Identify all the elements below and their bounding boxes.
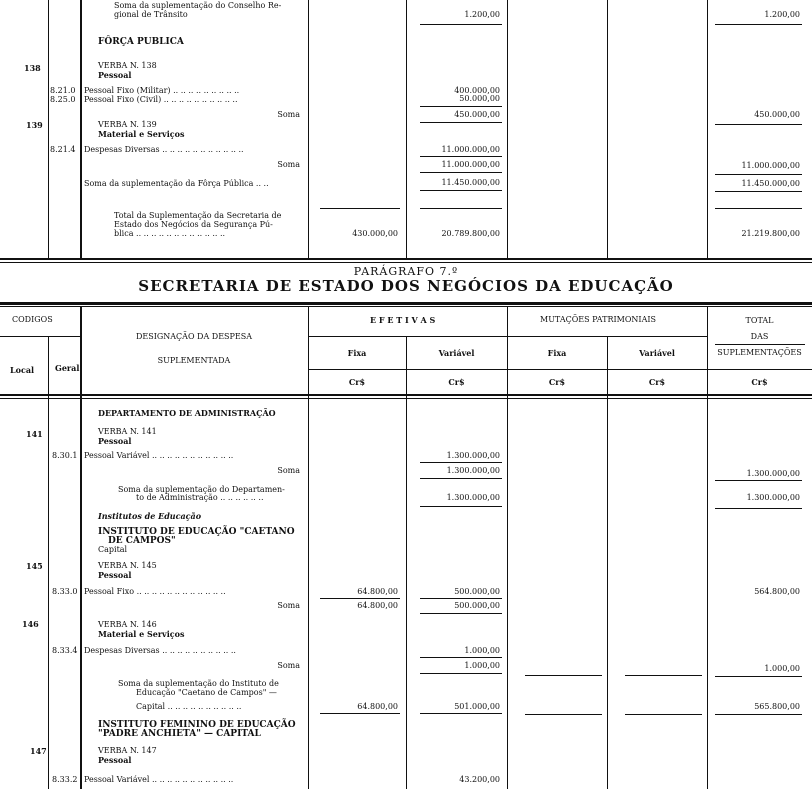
- capital-label: Capital: [98, 545, 128, 554]
- verba-139: VERBA N. 139: [98, 120, 157, 129]
- instituto-feminino-line1: INSTITUTO FEMININO DE EDUCAÇÃO: [98, 720, 296, 730]
- local-147: 147: [30, 746, 47, 756]
- total-seguranca-line2: Estado dos Negócios da Segurança Pú-: [114, 220, 273, 229]
- soma-141: 1.300.000,00: [446, 466, 500, 475]
- soma-label-139: Soma: [277, 160, 300, 169]
- code-8330: 8.33.0: [52, 587, 78, 596]
- local-141: 141: [26, 429, 43, 439]
- forca-publica-heading: FÔRÇA PUBLICA: [98, 37, 184, 47]
- pessoal-militar: Pessoal Fixo (Militar) .. .. .. .. .. .. .. .. ..: [84, 86, 240, 95]
- civil-value: 50.000,00: [459, 94, 500, 103]
- pessoal-variavel-147: Pessoal Variável .. .. .. .. .. .. .. .. .. .. ..: [84, 775, 234, 784]
- soma-139-total: 11.000.000,00: [741, 161, 800, 170]
- total-seguranca-fixa: 430.000,00: [352, 229, 398, 238]
- soma-146: 1.000,00: [464, 661, 500, 670]
- soma-145-fixa: 64.800,00: [357, 601, 398, 610]
- despesas-diversas-139: Despesas Diversas .. .. .. .. .. .. .. .. .. .. ..: [84, 145, 244, 154]
- header-geral: Geral: [55, 363, 80, 373]
- soma-139: 11.000.000,00: [441, 160, 500, 169]
- verba-141-pessoal: Pessoal: [98, 436, 132, 446]
- verba-147-pessoal: Pessoal: [98, 755, 132, 765]
- total-seguranca-line1: Total da Suplementação da Secretaria de: [114, 211, 282, 220]
- militar-value: 400.000,00: [454, 86, 500, 95]
- institutos-heading: Institutos de Educação: [98, 511, 202, 521]
- soma-141-total: 1.300.000,00: [746, 469, 800, 478]
- soma-label-146: Soma: [277, 661, 300, 670]
- despesas-diversas-146: Despesas Diversas .. .. .. .. .. .. .. .. .. ..: [84, 646, 236, 655]
- soma-forca-publica: Soma da suplementação da Fôrça Pública .. ..: [84, 179, 269, 188]
- soma-depto-line2: to de Administração .. .. .. .. .. ..: [136, 493, 264, 502]
- code-8332: 8.33.2: [52, 775, 78, 784]
- verba-146-material: Material e Serviços: [98, 629, 185, 639]
- instituto-caetano-line1: INSTITUTO DE EDUCAÇÃO "CAETANO: [98, 527, 295, 537]
- verba-138: VERBA N. 138: [98, 61, 157, 70]
- soma-instituto-total: 565.800,00: [754, 702, 800, 711]
- total-seguranca-line3: blica .. .. .. .. .. .. .. .. .. .. .. ..: [114, 229, 226, 238]
- header-total-3: SUPLEMENTAÇÕES: [717, 348, 802, 357]
- soma-depto-total: 1.300.000,00: [746, 493, 800, 502]
- local-145: 145: [26, 561, 43, 571]
- soma-conselho-total: 1.200,00: [764, 10, 800, 19]
- header-variavel: Variável: [438, 348, 475, 358]
- code-8210: 8.21.0: [50, 86, 76, 95]
- soma-145-variavel: 500.000,00: [454, 601, 500, 610]
- currency-fixa: Cr$: [348, 377, 366, 387]
- soma-instituto-line1: Soma da suplementação do Instituto de: [118, 679, 279, 688]
- soma-forca-total: 11.450.000,00: [741, 179, 800, 188]
- soma-138: 450.000,00: [454, 110, 500, 119]
- pv-141-value: 1.300.000,00: [446, 451, 500, 460]
- header-codigos: CODIGOS: [12, 315, 53, 324]
- header-local: Local: [10, 365, 35, 375]
- verba-141: VERBA N. 141: [98, 427, 157, 436]
- instituto-caetano-line2: DE CAMPOS": [108, 536, 176, 546]
- local-139: 139: [26, 120, 43, 130]
- currency-fixa-mutacoes: Cr$: [548, 377, 566, 387]
- soma-depto-line1: Soma da suplementação do Departamen-: [118, 485, 285, 494]
- soma-label: Soma: [277, 110, 300, 119]
- pf-145-fixa: 64.800,00: [357, 587, 398, 596]
- code-8334: 8.33.4: [52, 646, 78, 655]
- header-mutacoes: MUTAÇÕES PATRIMONIAIS: [540, 315, 656, 324]
- soma-conselho-line2: gional de Trânsito: [114, 10, 188, 19]
- total-seguranca-total: 21.219.800,00: [741, 229, 800, 238]
- section-title: SECRETARIA DE ESTADO DOS NEGÓCIOS DA EDUCAÇÃO: [138, 277, 674, 295]
- verba-147: VERBA N. 147: [98, 746, 157, 755]
- currency-variavel-mutacoes: Cr$: [648, 377, 666, 387]
- soma-label-145: Soma: [277, 601, 300, 610]
- verba-145-pessoal: Pessoal: [98, 570, 132, 580]
- soma-conselho-line1: Soma da suplementação do Conselho Re-: [114, 1, 282, 10]
- paragrafo-heading: PARÁGRAFO 7.º: [353, 265, 459, 278]
- pf-145-variavel: 500.000,00: [454, 587, 500, 596]
- pessoal-fixo-145: Pessoal Fixo .. .. .. .. .. .. .. .. .. .. .. ..: [84, 587, 226, 596]
- soma-instituto-line2: Educação "Caetano de Campos" —: [136, 688, 277, 697]
- soma-conselho-variavel: 1.200,00: [464, 10, 500, 19]
- soma-instituto-line3: Capital .. .. .. .. .. .. .. .. .. ..: [136, 702, 242, 711]
- despesas-146-value: 1.000,00: [464, 646, 500, 655]
- soma-146-total: 1.000,00: [764, 664, 800, 673]
- pf-145-total: 564.800,00: [754, 587, 800, 596]
- local-138: 138: [24, 63, 41, 73]
- verba-138-pessoal: Pessoal: [98, 70, 132, 80]
- total-seguranca-variavel: 20.789.800,00: [441, 229, 500, 238]
- code-8301: 8.30.1: [52, 451, 78, 460]
- header-fixa-mutacoes: Fixa: [547, 348, 567, 358]
- soma-138-total: 450.000,00: [754, 110, 800, 119]
- soma-depto-value: 1.300.000,00: [446, 493, 500, 502]
- pessoal-variavel-141: Pessoal Variável .. .. .. .. .. .. .. .. .. .. ..: [84, 451, 234, 460]
- header-total-1: TOTAL: [745, 316, 774, 325]
- local-146: 146: [22, 619, 39, 629]
- depto-administracao-heading: DEPARTAMENTO DE ADMINISTRAÇÃO: [98, 408, 276, 418]
- currency-variavel: Cr$: [448, 377, 465, 387]
- soma-label-141: Soma: [277, 466, 300, 475]
- currency-total: Cr$: [751, 377, 768, 387]
- verba-139-material: Material e Serviços: [98, 129, 185, 139]
- soma-forca-value: 11.450.000,00: [441, 178, 500, 187]
- header-total-2: DAS: [750, 332, 769, 341]
- verba-145: VERBA N. 145: [98, 561, 157, 570]
- verba-146: VERBA N. 146: [98, 620, 157, 629]
- soma-instituto-fixa: 64.800,00: [357, 702, 398, 711]
- despesas-value: 11.000.000,00: [441, 145, 500, 154]
- soma-instituto-variavel: 501.000,00: [454, 702, 500, 711]
- instituto-feminino-line2: "PADRE ANCHIETA" — CAPITAL: [98, 729, 261, 739]
- header-efetivas: E F E T I V A S: [370, 315, 436, 325]
- code-8214: 8.21.4: [50, 145, 76, 154]
- pessoal-civil: Pessoal Fixo (Civil) .. .. .. .. .. .. .. .. .. ..: [84, 95, 238, 104]
- code-8250: 8.25.0: [50, 95, 76, 104]
- header-fixa: Fixa: [347, 348, 367, 358]
- header-designacao-1: DESIGNAÇÃO DA DESPESA: [135, 332, 252, 341]
- header-variavel-mutacoes: Variável: [639, 348, 675, 358]
- header-designacao-2: SUPLEMENTADA: [157, 356, 231, 365]
- pv-147-value: 43.200,00: [459, 775, 500, 784]
